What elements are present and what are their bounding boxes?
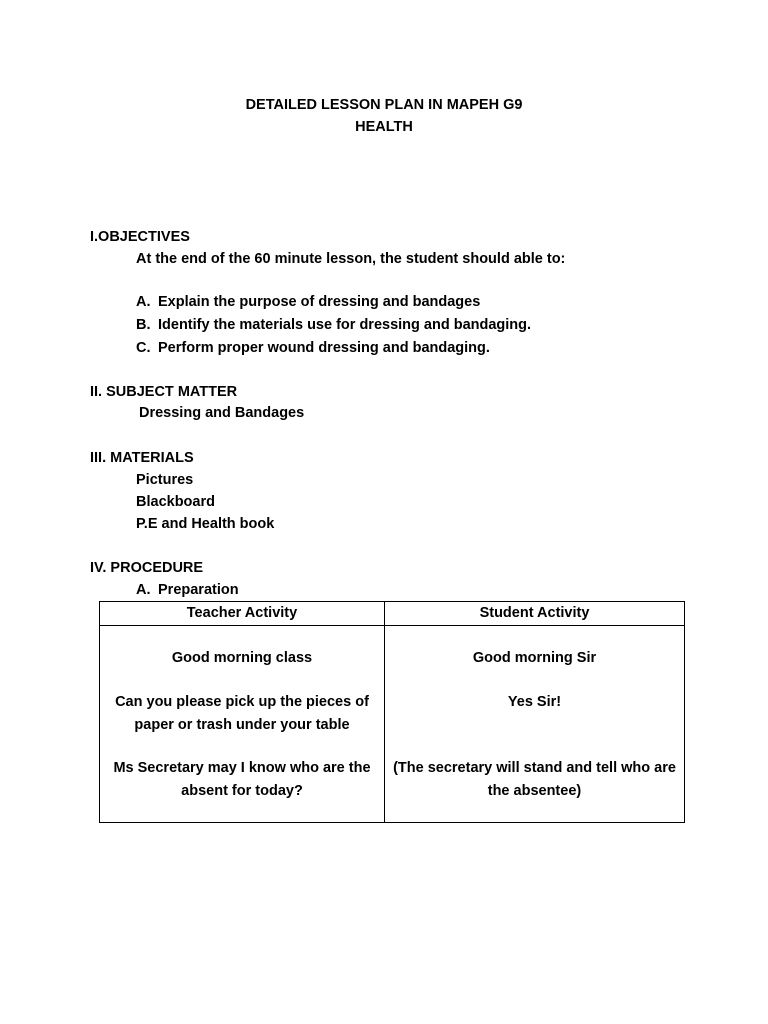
objectives-heading: I.OBJECTIVES — [90, 229, 190, 245]
teacher-activity-header: Teacher Activity — [186, 605, 298, 621]
material-item: P.E and Health book — [136, 516, 275, 532]
activity-table — [99, 601, 685, 823]
document-subtitle: HEALTH — [355, 119, 413, 135]
student-activity-row-3: (The secretary will stand and tell who are the absentee) — [393, 760, 676, 799]
document-title: DETAILED LESSON PLAN IN MAPEH G9 — [245, 97, 523, 113]
table-header-divider — [100, 625, 684, 626]
procedure-heading: IV. PROCEDURE — [90, 560, 204, 576]
objective-c-marker: C. — [136, 340, 151, 356]
student-activity-row-1: Good morning Sir — [472, 650, 597, 666]
objective-a-text: Explain the purpose of dressing and bandages — [158, 294, 481, 310]
table-column-divider — [384, 602, 385, 822]
subject-matter-text: Dressing and Bandages — [139, 405, 305, 421]
objectives-intro: At the end of the 60 minute lesson, the student should able to: — [136, 251, 566, 267]
materials-heading: III. MATERIALS — [90, 450, 194, 466]
procedure-step-marker: A. — [136, 582, 151, 598]
subject-matter-heading: II. SUBJECT MATTER — [90, 384, 238, 400]
teacher-activity-row-3: Ms Secretary may I know who are the absent for today? — [113, 760, 371, 799]
procedure-step-text: Preparation — [158, 582, 239, 598]
student-activity-row-2: Yes Sir! — [507, 694, 562, 710]
teacher-activity-row-2: Can you please pick up the pieces of paper or trash under your table — [115, 694, 369, 733]
objective-b-marker: B. — [136, 317, 151, 333]
teacher-activity-row-1: Good morning class — [171, 650, 313, 666]
objective-b-text: Identify the materials use for dressing and bandaging. — [158, 317, 532, 333]
material-item: Blackboard — [136, 494, 215, 510]
student-activity-header: Student Activity — [479, 605, 590, 621]
objective-a-marker: A. — [136, 294, 151, 310]
objective-c-text: Perform proper wound dressing and bandaging. — [158, 340, 490, 356]
material-item: Pictures — [136, 472, 194, 488]
